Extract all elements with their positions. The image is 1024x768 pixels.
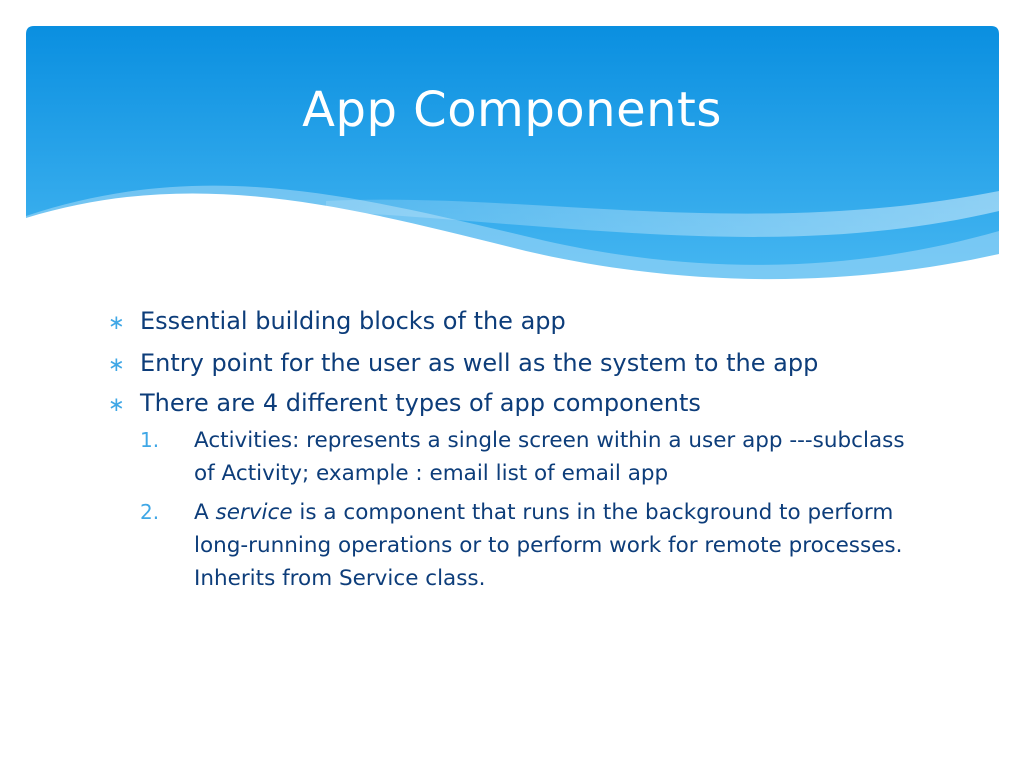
numbered-item [108,496,928,595]
item-number: 2. [140,500,160,524]
item-number: 1. [140,428,160,452]
wave-banner-graphic [26,26,999,288]
numbered-item [108,424,928,490]
bullet-item [108,304,928,338]
bullet-text: Essential building blocks of the app [140,307,566,335]
asterisk-bullet-icon: ∗ [108,310,125,334]
item-text-emphasis: service [215,500,293,525]
asterisk-bullet-icon: ∗ [108,392,125,416]
item-text: Activities: represents a single screen within a user app ---subclass of Activity; example : email list of email app [194,428,905,486]
page-title: App Components [302,82,722,138]
title-banner [26,26,999,288]
bullet-item [108,346,928,380]
bullet-text: There are 4 different types of app components [140,389,701,417]
bullet-item [108,386,928,420]
item-text-prefix: A [194,500,216,525]
bullet-text: Entry point for the user as well as the system to the app [140,349,819,377]
item-text-suffix: is a component that runs in the background to perform long-running operations or to perform work for remote processes. Inherits from Service class. [194,500,903,591]
bullet-list [108,304,928,601]
asterisk-bullet-icon: ∗ [108,352,125,376]
